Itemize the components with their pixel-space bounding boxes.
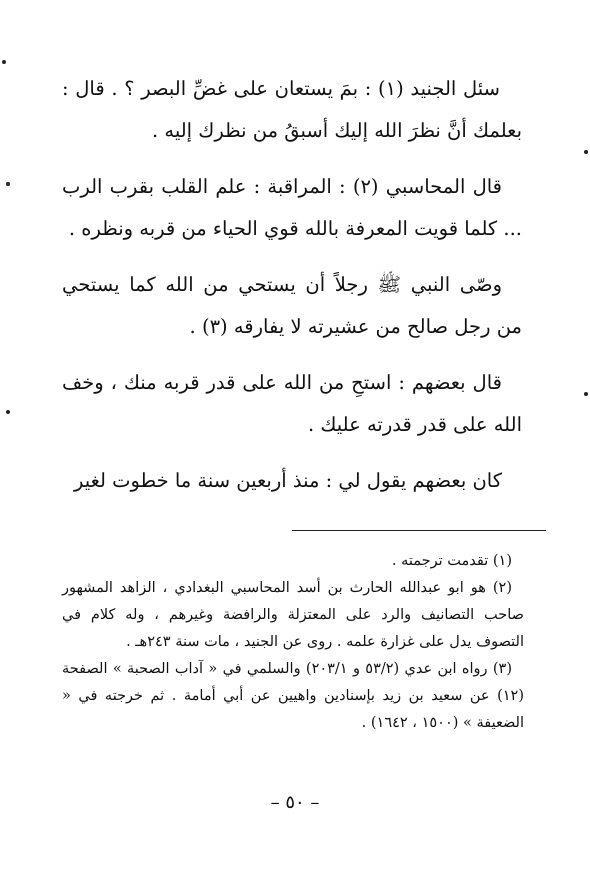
paragraph-muhasibi: قال المحاسبي (٢) : المراقبة : علم القلب بقرب الرب ... كلما قويت المعرفة بالله قوي الحياء من قربه ونظره . bbox=[62, 175, 522, 240]
paragraph-forty-years: كان بعضهم يقول لي : منذ أربعين سنة ما خطوت لغير bbox=[73, 469, 502, 492]
footnote-3: (٣) رواه ابن عدي (٥٣/٢ و ٢٠٣/١) والسلمي في « آداب الصحبة » الصفحة (١٢) عن سعيد بن زيد بإسنادين واهيين عن أبي أمامة . ثم خرجته في « الضعيفة » (١٥٠٠ ، ١٦٤٢) . bbox=[62, 661, 524, 731]
paragraph-prophet-advice: وصّى النبي ﷺ رجلاً أن يستحي من الله كما يستحي من رجل صالح من عشيرته لا يفارقه (٣) . bbox=[62, 273, 522, 338]
footnote-separator bbox=[292, 530, 546, 531]
margin-dot bbox=[584, 150, 588, 154]
margin-dot bbox=[6, 410, 10, 414]
margin-dot bbox=[2, 60, 6, 64]
page-number: – ٥٠ – bbox=[270, 792, 320, 813]
margin-dot bbox=[6, 182, 10, 186]
main-text bbox=[62, 68, 522, 516]
margin-dot bbox=[584, 392, 588, 396]
paragraph-junaid: سئل الجنيد (١) : بمَ يستعان على غضِّ البصر ؟ . قال : بعلمك أنَّ نظرَ الله إليك أسبقُ من نظرك إليه . bbox=[62, 77, 522, 142]
footnotes bbox=[62, 548, 524, 737]
paragraph-modesty: قال بعضهم : استحِ من الله على قدر قربه منك ، وخف الله على قدر قدرته عليك . bbox=[62, 371, 522, 436]
footnote-2: (٢) هو ابو عبدالله الحارث بن أسد المحاسبي البغدادي ، الزاهد المشهور صاحب التصانيف والرد على المعتزلة والرافضة وغيرهم ، وله كلام في التصوف يدل على غزارة علمه . روى عن الجنيد ، مات سنة ٢٤٣هـ . bbox=[62, 580, 524, 650]
footnote-1: (١) تقدمت ترجمته . bbox=[391, 553, 512, 569]
